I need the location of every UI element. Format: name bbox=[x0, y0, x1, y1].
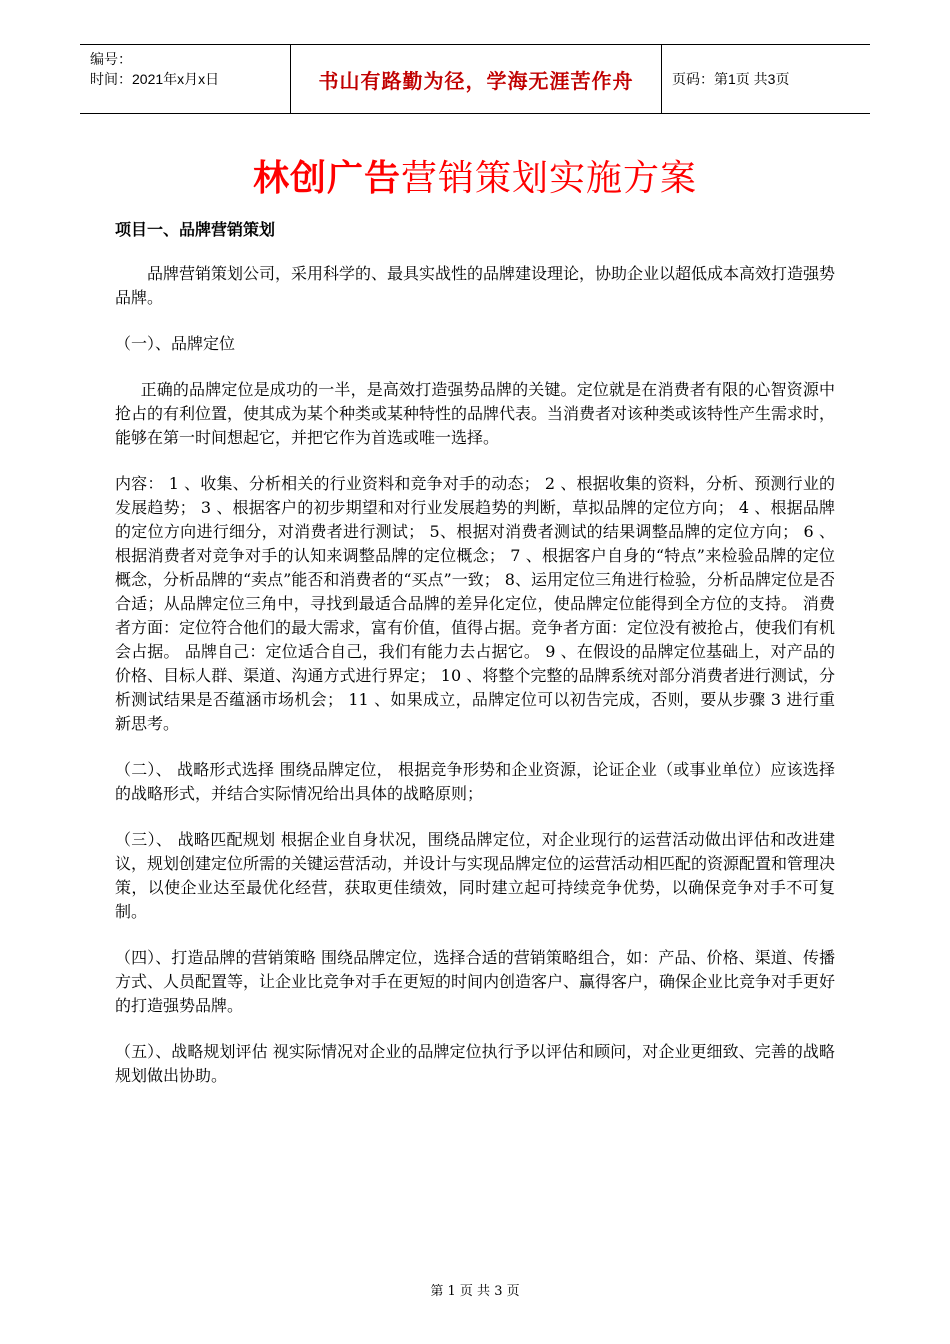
subheading-brand-positioning: （一）、品牌定位 bbox=[115, 334, 236, 353]
title-bold-part: 林创广告 bbox=[252, 158, 401, 199]
section-heading: 项目一、品牌营销策划 bbox=[115, 220, 276, 239]
number-label: 编号： bbox=[90, 51, 132, 67]
paragraph-content-steps: 内容： 1 、收集、分析相关的行业资料和竞争对手的动态； 2 、根据收集的资料，分析、预测行业的发展趋势； 3 、根据客户的初步期望和对行业发展趋势的判断，草拟品牌的定位方向； 4 、根据品牌的定位方向进行细分，对消费者进行测试； 5、根据对消费者测试的结果调整品牌的定位方向； 6 、根据消费者对竞争对手的认知来调整品牌的定位概念； 7 、根据客户自身的“特点”来检验品牌的定位概念，分析品牌的“卖点”能否和消费者的“买点”一致； 8、运用定位三角进行检验，分析品牌定位是否合适；从品牌定位三角中，寻找到最适合品牌的差异化定位，使品牌定位能得到全方位的支持。 消费者方面：定位符合他们的最大需求，富有价值，值得占据。竞争者方面：定位没有被抢占，使我们有机会占据。 品牌自己：定位适合自己，我们有能力去占据它。 9 、在假设的品牌定位基础上，对产品的价格、目标人群、渠道、沟通方式进行界定； 10 、将整个完整的品牌系统对部分消费者进行测试，分析测试结果是否蕴涵市场机会； 11 、如果成立，品牌定位可以初告完成，否则，要从步骤 3 进行重新思考。 bbox=[115, 474, 836, 733]
page-info: 页码：第1页 共3页 bbox=[662, 45, 871, 114]
paragraph-intro: 品牌营销策划公司，采用科学的、最具实战性的品牌建设理论，协助企业以超低成本高效打造强势品牌。 bbox=[115, 264, 836, 307]
paragraph-strategy-evaluation: （五）、战略规划评估 视实际情况对企业的品牌定位执行予以评估和顾问，对企业更细致、完善的战略规划做出协助。 bbox=[115, 1042, 835, 1085]
header-table bbox=[80, 44, 870, 114]
paragraph-strategy-form: （二）、 战略形式选择 围绕品牌定位， 根据竞争形势和企业资源，论证企业（或事业单位）应该选择的战略形式，并结合实际情况给出具体的战略原则； bbox=[115, 760, 835, 803]
title-rest: 营销策划实施方案 bbox=[401, 158, 698, 199]
page-footer: 第 1 页 共 3 页 bbox=[430, 1284, 520, 1299]
motto: 书山有路勤为径，学海无涯苦作舟 bbox=[291, 45, 662, 114]
time-label: 时间：2021年x月x日 bbox=[90, 71, 220, 87]
header-left-cell bbox=[80, 45, 291, 114]
paragraph-marketing-strategy: （四）、打造品牌的营销策略 围绕品牌定位，选择合适的营销策略组合，如：产品、价格、渠道、传播方式、人员配置等，让企业比竞争对手在更短的时间内创造客户、赢得客户，确保企业比竞争对手更好的打造强势品牌。 bbox=[115, 948, 836, 1015]
document-body bbox=[115, 218, 835, 1110]
paragraph-positioning: 正确的品牌定位是成功的一半，是高效打造强势品牌的关键。定位就是在消费者有限的心智资源中抢占的有利位置，使其成为某个种类或某种特性的品牌代表。当消费者对该种类或该特性产生需求时，能够在第一时间想起它，并把它作为首选或唯一选择。 bbox=[115, 380, 836, 447]
document-title bbox=[0, 150, 950, 201]
paragraph-strategy-match: （三）、 战略匹配规划 根据企业自身状况，围绕品牌定位，对企业现行的运营活动做出评估和改进建议，规划创建定位所需的关键运营活动，并设计与实现品牌定位的运营活动相匹配的资源配置和管理决策，以使企业达至最优化经营，获取更佳绩效，同时建立起可持续竞争优势，以确保竞争对手不可复制。 bbox=[115, 830, 836, 921]
